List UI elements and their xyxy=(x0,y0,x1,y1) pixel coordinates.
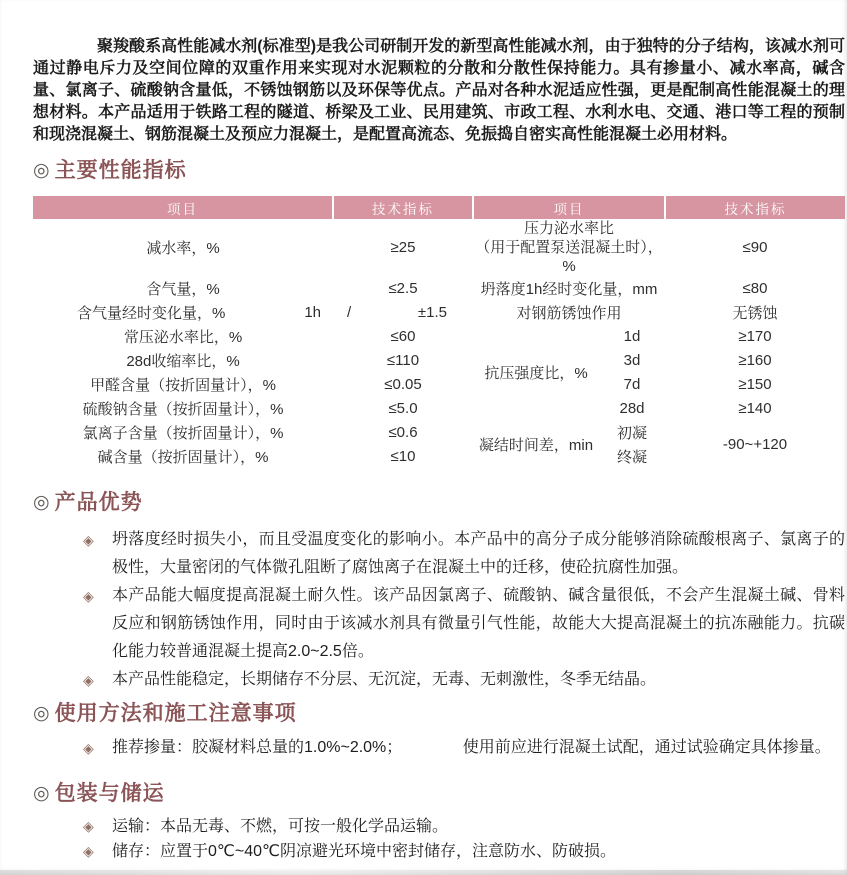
table-header-row xyxy=(33,196,845,219)
value-cell: ≤0.6 xyxy=(388,423,418,441)
value-cell: ≥25 xyxy=(390,239,416,256)
sub-label: 1h xyxy=(304,303,321,321)
diamond-bullet-icon: ◈ xyxy=(83,843,94,859)
transport-text: 运输：本品无毒、不燃，可按一般化学品运输。 xyxy=(112,818,449,835)
item-cell: 碱含量（按折固量计），% xyxy=(97,448,269,466)
packaging-list xyxy=(33,814,845,864)
item-cell: 含气量，% xyxy=(146,280,220,298)
advantage-item xyxy=(33,666,845,694)
header-spec-left: 技术指标 xyxy=(333,196,473,219)
item-line: （用于配置泵送混凝土时），% xyxy=(475,239,663,275)
item-cell: 28d收缩率比，% xyxy=(126,352,240,370)
item-cell: 对钢筋锈蚀作用 xyxy=(516,304,622,322)
value-cell: ≤110 xyxy=(386,351,420,369)
item-cell: 甲醛含量（按折固量计），% xyxy=(90,376,276,394)
table-row xyxy=(33,396,845,420)
header-spec-right: 技术指标 xyxy=(665,196,845,219)
scan-artifact xyxy=(0,870,847,875)
bullseye-icon: ◎ xyxy=(33,492,50,513)
value-cell: ≤0.05 xyxy=(384,375,422,393)
value-cell: ≤10 xyxy=(390,447,416,465)
intro-paragraph: 聚羧酸系高性能减水剂(标准型)是我公司研制开发的新型高性能减水剂，由于独特的分子结构，该减水剂可通过静电斥力及空间位障的双重作用来实现对水泥颗粒的分散和分散性保持能力。具有掺量小、减水率高，碱含量、氯离子、硫酸钠含量低，不锈蚀钢筋以及环保等优点。产品对各种水泥适应性强，更是配制高性能混凝土的理想材料。本产品适用于铁路工程的隧道、桥梁及工业、民用建筑、市政工程、水利水电、交通、港口等工程的预制和现浇混凝土、钢筋混凝土及预应力混凝土，是配置高流态、免振捣自密实高性能混凝土必用材料。 xyxy=(33,38,845,143)
value-cell: ≤2.5 xyxy=(388,279,418,297)
value-cell: ≤60 xyxy=(390,327,416,345)
value-cell: ≥140 xyxy=(738,399,772,417)
advantage-item xyxy=(33,582,845,666)
trial-mix-text: 使用前应进行混凝土试配，通过试验确定具体掺量。 xyxy=(462,739,831,756)
item-line: 压力泌水率比 xyxy=(523,220,614,237)
value-cell: ≥160 xyxy=(738,351,772,369)
usage-item xyxy=(33,734,845,762)
sub-label-cell: 7d xyxy=(623,375,641,393)
sub-label-cell: 28d xyxy=(619,399,645,417)
sub-label-cell: 3d xyxy=(623,351,641,369)
sub-label-cell: 初凝 xyxy=(616,424,647,442)
value-cell: -90~+120 xyxy=(722,435,788,453)
advantage-text: 本产品性能稳定，长期储存不分层、无沉淀，无毒、无刺激性，冬季无结晶。 xyxy=(112,671,657,688)
value-cell: 无锈蚀 xyxy=(732,304,778,322)
section-heading-advantages xyxy=(33,491,845,515)
section-heading-performance xyxy=(33,159,845,183)
item-cell: 硫酸钠含量（按折固量计），% xyxy=(82,400,284,418)
section-heading-packaging xyxy=(33,782,845,806)
value-cell: ≤90 xyxy=(742,239,768,256)
bullseye-icon: ◎ xyxy=(33,160,50,181)
item-cell xyxy=(33,300,333,324)
value-cell: ≤80 xyxy=(742,279,768,297)
diamond-bullet-icon: ◈ xyxy=(83,672,94,688)
sub-label-cell: 终凝 xyxy=(616,448,647,466)
slash-separator: / xyxy=(347,303,352,321)
bullseye-icon: ◎ xyxy=(33,783,50,804)
table-row xyxy=(33,219,845,276)
item-label: 含气量经时变化量，% xyxy=(77,304,226,322)
dosage-text: 推荐掺量：胶凝材料总量的1.0%~2.0%； xyxy=(112,739,403,756)
section-title: 主要性能指标 xyxy=(54,159,187,182)
header-item-right: 项目 xyxy=(473,196,665,219)
diamond-bullet-icon: ◈ xyxy=(83,740,94,756)
table-row xyxy=(33,348,845,372)
section-title: 包装与储运 xyxy=(54,782,165,805)
section-title: 使用方法和施工注意事项 xyxy=(54,702,297,725)
advantage-text: 坍落度经时损失小，而且受温度变化的影响小。本产品中的高分子成分能够消除硫酸根离子、氯离子的极性，大量密闭的气体微孔阻断了腐蚀离子在混凝土中的迁移，使砼抗腐性加强。 xyxy=(112,531,845,576)
table-row xyxy=(33,420,845,444)
item-cell xyxy=(473,219,665,276)
section-title: 产品优势 xyxy=(54,491,143,514)
table-row xyxy=(33,372,845,396)
table-row xyxy=(33,276,845,300)
value-cell: ≥150 xyxy=(738,375,772,393)
packaging-item xyxy=(33,814,845,839)
group-label-cell: 凝结时间差，min xyxy=(478,436,594,454)
value-cell xyxy=(333,300,473,324)
bullseye-icon: ◎ xyxy=(33,703,50,724)
item-cell: 氯离子含量（按折固量计），% xyxy=(82,424,284,442)
item-cell: 常压泌水率比，% xyxy=(123,328,243,346)
advantages-list xyxy=(33,526,845,694)
item-cell: 减水率，% xyxy=(146,240,220,257)
diamond-bullet-icon: ◈ xyxy=(83,532,94,548)
advantage-text: 本产品能大幅度提高混凝土耐久性。该产品因氯离子、硫酸钠、碱含量很低，不会产生混凝土碱、骨料反应和钢筋锈蚀作用，同时由于该减水剂具有微量引气性能，故能大大提高混凝土的抗冻融能力。抗碳化能力较普通混凝土提高2.0~2.5倍。 xyxy=(112,587,845,660)
packaging-item xyxy=(33,839,845,864)
item-cell: 坍落度1h经时变化量，mm xyxy=(480,280,658,298)
value-cell: ≥170 xyxy=(738,327,772,345)
group-label-cell: 抗压强度比，% xyxy=(484,364,588,382)
section-heading-usage xyxy=(33,702,845,726)
table-row xyxy=(33,324,845,348)
table-row xyxy=(33,300,845,324)
value-cell: ≤5.0 xyxy=(388,399,418,417)
header-item-left: 项目 xyxy=(33,196,333,219)
value-label: ±1.5 xyxy=(417,303,447,321)
advantage-item xyxy=(33,526,845,582)
usage-list xyxy=(33,734,845,762)
storage-text: 储存：应置于0℃~40℃阴凉避光环境中密封储存，注意防水、防破损。 xyxy=(112,843,616,860)
performance-table xyxy=(33,196,845,468)
sub-label-cell: 1d xyxy=(623,327,641,345)
diamond-bullet-icon: ◈ xyxy=(83,588,94,604)
diamond-bullet-icon: ◈ xyxy=(83,818,94,834)
